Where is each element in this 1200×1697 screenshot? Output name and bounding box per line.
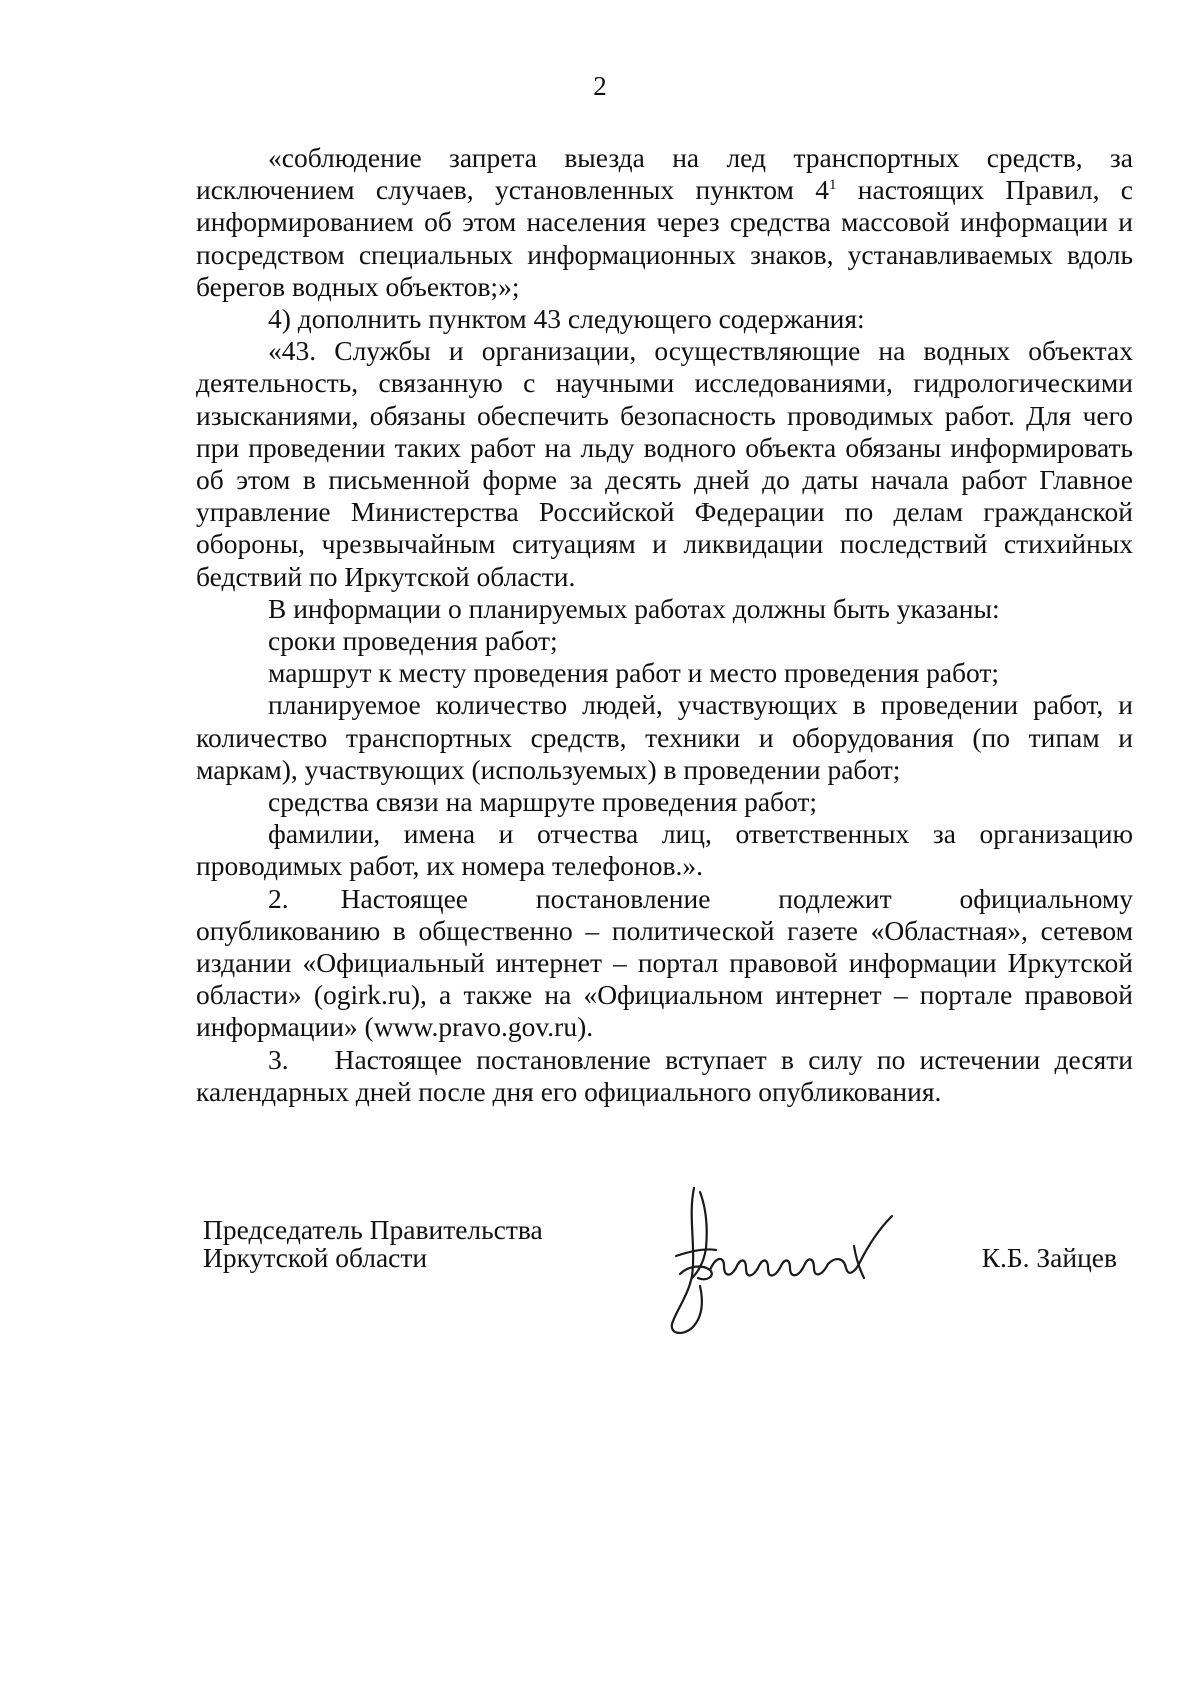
item-2-text: Настоящее постановление подлежит официальному опубликованию в общественно – политической газете «Областная», сетевом издании «Официальный интернет – портал правовой информации Иркутской области» (ogirk.ru), а также на «Официальном интернет – портале правовой информации» (www.pravo.gov.ru).: [196, 882, 1133, 1043]
list-item-people-equipment: планируемое количество людей, участвующих в проведении работ, и количество транспортных средств, техники и оборудования (по типам и маркам), участвующих (используемых) в проведении работ;: [196, 689, 1133, 785]
signer-position-line-2: Иркутской области: [203, 1242, 428, 1273]
paragraph-ice-ban-text-end: настоящих Правил, с информированием об этом населения через средства массовой информации и посредством специальных информационных знаков, устанавливаемых вдоль берегов водных объектов;»;: [196, 174, 1133, 302]
signature-block: [196, 1208, 1133, 1358]
list-item-communications: средства связи на маршруте проведения работ;: [268, 786, 818, 818]
paragraph-ice-ban: [196, 142, 1133, 303]
signer-position: [203, 1216, 543, 1272]
signer-name: К.Б. Зайцев: [981, 1242, 1117, 1273]
list-item-responsible-persons: фамилии, имена и отчества лиц, ответственных за организацию проводимых работ, их номера телефонов.».: [196, 818, 1133, 882]
item-3-number: 3.: [268, 1043, 289, 1075]
superscript-one: 1: [828, 177, 837, 194]
page-number: 2: [593, 71, 607, 101]
item-3-text: Настоящее постановление вступает в силу по истечении десяти календарных дней после дня его официального опубликования.: [196, 1043, 1133, 1107]
document-body: [196, 142, 1133, 1108]
paragraph-add-item-43: 4) дополнить пунктом 43 следующего содержания:: [268, 303, 865, 335]
handwritten-signature: [658, 1186, 918, 1336]
signer-position-line-1: Председатель Правительства: [203, 1214, 543, 1245]
paragraph-info-required: В информации о планируемых работах должны быть указаны:: [268, 592, 1000, 624]
paragraph-item-43: «43. Службы и организации, осуществляющие на водных объектах деятельность, связанную с научными исследованиями, гидрологическими изысканиями, обязаны обеспечить безопасность проводимых работ. Для чего при проведении таких работ на льду водного объекта обязаны информировать об этом в письменной форме за десять дней до даты начала работ Главное управление Министерства Российской Федерации по делам гражданской обороны, чрезвычайным ситуациям и ликвидации последствий стихийных бедствий по Иркутской области.: [196, 335, 1133, 592]
paragraph-item-2: [196, 883, 1133, 1044]
list-item-route: маршрут к месту проведения работ и место проведения работ;: [268, 657, 1000, 689]
item-2-number: 2.: [268, 882, 289, 914]
paragraph-ice-ban-text-start: «соблюдение запрета выезда на лед транспортных средств, за исключением случаев, установленных пунктом 4: [196, 142, 1133, 206]
list-item-work-terms: сроки проведения работ;: [268, 625, 558, 657]
paragraph-item-3: [196, 1044, 1133, 1108]
